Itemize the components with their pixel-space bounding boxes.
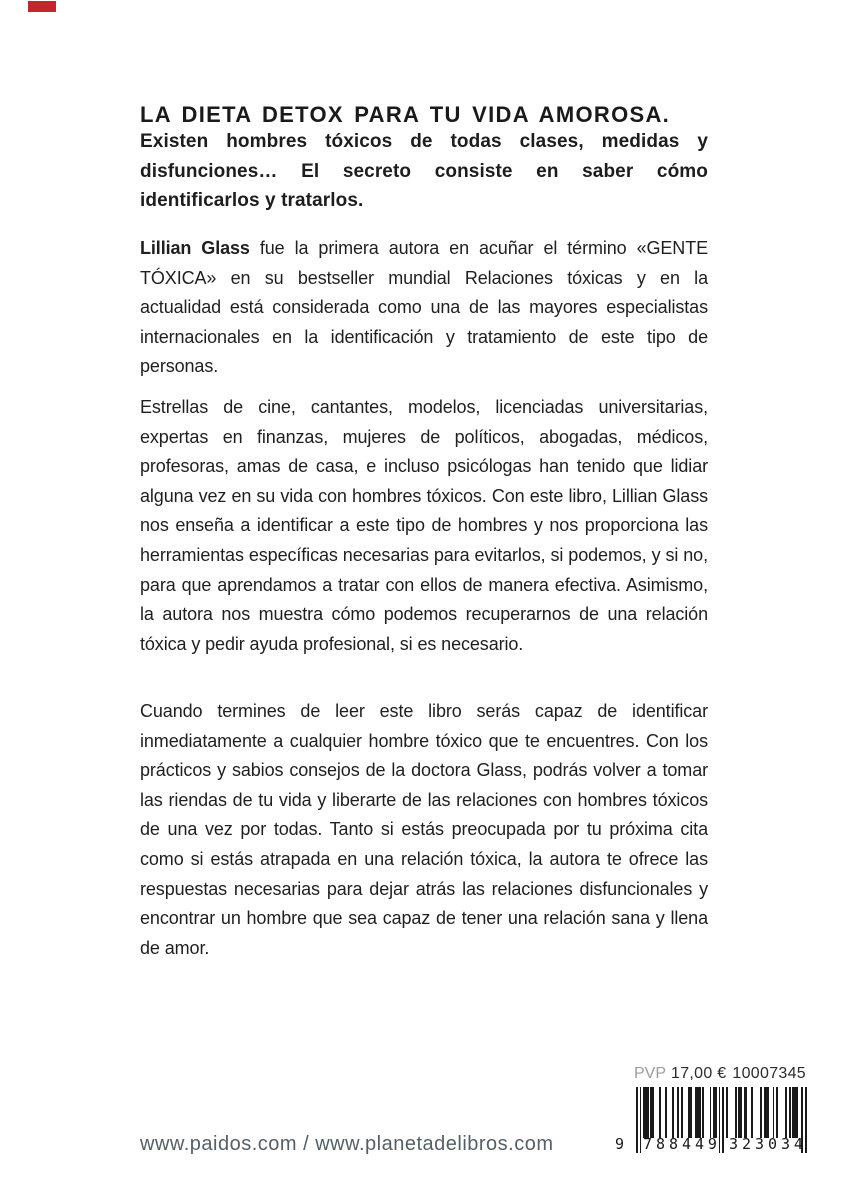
page-title: LA DIETA DETOX PARA TU VIDA AMOROSA. bbox=[140, 101, 671, 127]
pvp-label: PVP bbox=[634, 1065, 667, 1082]
paragraph-book-description bbox=[140, 393, 708, 659]
publisher-websites: www.paidos.com / www.planetadelibros.com bbox=[140, 1133, 554, 1155]
price-row bbox=[634, 1065, 806, 1083]
author-name: Lillian Glass bbox=[140, 238, 250, 258]
paragraph-reader-promise bbox=[140, 697, 708, 963]
isbn-group-1: 7 8 8 4 4 9 bbox=[643, 1135, 717, 1153]
price bbox=[634, 1065, 727, 1083]
price-amount: 17,00 € bbox=[671, 1065, 727, 1082]
red-corner-mark bbox=[28, 1, 56, 12]
paragraph-reader-promise-text: Cuando termines de leer este libro serás capaz de identificar inmediatamente a cualquier hombre tóxico que te encuentres. Con los prácticos y sabios consejos de la doctora Glass, podrás volver a tomar las riendas de tu vida y liberarte de las relaciones con hombres tóxicos de una vez por todas. Tanto si estás preocupada por tu próxima cita como si estás atrapada en una relación tóxica, la autora te ofrece las respuestas necesarias para dejar atrás las relaciones disfuncionales y encontrar un hombre que sea capaz de tener una relación sana y llena de amor. bbox=[140, 701, 708, 958]
ean13-barcode bbox=[615, 1087, 807, 1156]
paragraph-book-description-text: Estrellas de cine, cantantes, modelos, licenciadas universitarias, expertas en finanzas, mujeres de políticos, abogadas, médicos, profesoras, amas de casa, e incluso psicólogas han tenido que lidiar alguna vez en su vida con hombres tóxicos. Con este libro, Lillian Glass nos enseña a identificar a este tipo de hombres y nos proporciona las herramientas específicas necesarias para evitarlos, si podemos, y si no, para que aprendamos a tratar con ellos de manera efectiva. Asimismo, la autora nos muestra cómo podemos recuperarnos de una relación tóxica y pedir ayuda profesional, si es necesario. bbox=[140, 397, 708, 654]
intro-tagline: Existen hombres tóxicos de todas clases, medidas y disfunciones… El secreto consiste en saber cómo identificarlos y tratarlos. bbox=[140, 131, 708, 212]
paragraph-author-bio bbox=[140, 234, 708, 382]
paragraph-author-bio-text: fue la primera autora en acuñar el término «GENTE TÓXICA» en su bestseller mundial Relaciones tóxicas y en la actualidad está considerada como una de las mayores especialistas internacionales en la identificación y tratamiento de este tipo de personas. bbox=[140, 238, 709, 377]
isbn-lead-digit: 9 bbox=[615, 1135, 625, 1153]
isbn-group-2: 3 2 3 0 3 4 bbox=[729, 1135, 803, 1153]
product-code: 10007345 bbox=[732, 1065, 806, 1082]
